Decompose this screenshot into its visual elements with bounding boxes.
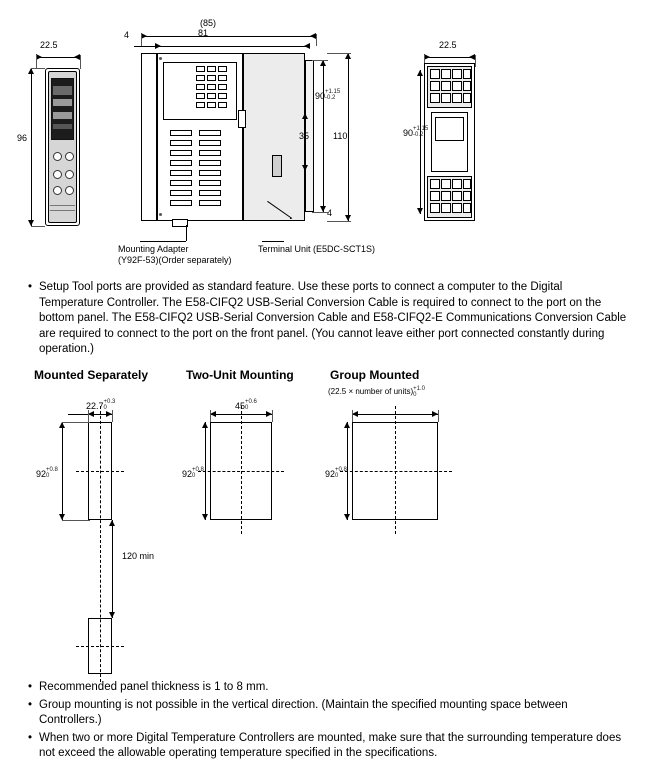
rear-width-label: 22.5 [439,40,457,50]
front-height-label: 96 [17,133,28,143]
sep-width-dim: 22.7+0.3 0 [86,398,116,411]
mounting-adapter-callout: Mounting Adapter (Y92F-53)(Order separately) [118,244,232,265]
setup-tool-note [28,280,628,360]
panel-title-mounted-separately: Mounted Separately [34,368,149,382]
two-unit-height-dim: 92+0.8 0 [182,466,204,479]
side-overall-width-label: (85) [200,18,217,28]
bottom-note-1-text: Recommended panel thickness is 1 to 8 mm. [39,681,269,693]
side-35-label: 35 [299,131,310,141]
side-left-offset-label: 4 [124,30,130,40]
bottom-notes [28,680,628,764]
group-width-dim: (22.5 × number of units)+1.0 0 [328,386,426,398]
bottom-note-1 [28,680,628,696]
bottom-note-3 [28,731,628,762]
bottom-note-3-text: When two or more Digital Temperature Controllers are mounted, make sure that the surrounding temperature does not exceed the allowable operating temperature specified in the specifications. [39,731,622,759]
side-90-dim: 90+1.15 -0.2 [315,88,341,101]
rear-90-dim: 90+1.15 -0.2 [403,125,429,138]
two-unit-width-dim: 45+0.6 0 [235,398,257,411]
side-110-label: 110 [333,131,348,141]
bullet-marker: • [28,281,33,293]
side-bottom-offset-label: 4 [327,208,333,218]
bottom-note-2 [28,698,628,729]
terminal-unit-callout: Terminal Unit (E5DC-SCT1S) [258,244,376,254]
group-height-dim: 92+0.8 0 [325,466,347,479]
panel-title-two-unit: Two-Unit Mounting [186,368,294,382]
panel-title-group-mounted: Group Mounted [330,368,420,382]
sep-spacing-label: 120 min [122,551,155,561]
front-width-label: 22.5 [40,40,58,50]
side-inner-width-label: 81 [198,28,209,38]
sep-height-dim: 92+0.8 0 [36,466,58,479]
bottom-note-2-text: Group mounting is not possible in the vertical direction. (Maintain the specified mounting space between Controllers.) [39,698,568,726]
bullet-marker: • [28,681,33,693]
bullet-marker: • [28,731,33,744]
setup-tool-note-text: Setup Tool ports are provided as standard feature. Use these ports to connect a computer to the Digital Temperature Controller. The E58-CIFQ2 USB-Serial Conversion Cable is required to connect to the port on the bottom panel. The E58-CIFQ2 USB-Serial Conversion Cable and E58-CIFQ2-E Communications Conversion Cable are required to connect to the port on the front panel. (You cannot leave either port connected constantly during operation.) [39,281,627,355]
bullet-marker: • [28,698,33,711]
